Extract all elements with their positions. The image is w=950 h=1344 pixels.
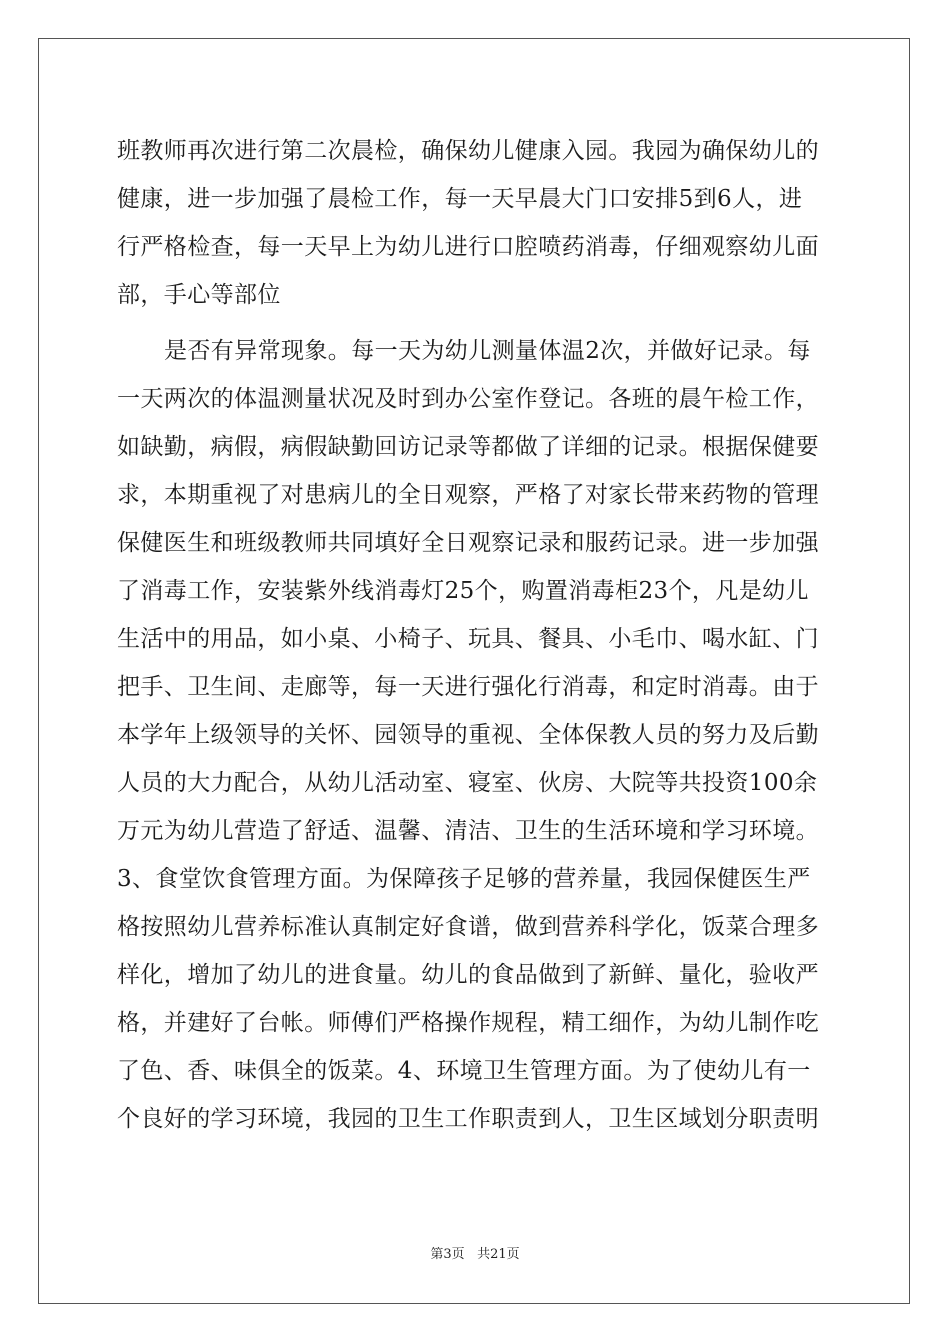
- text-line: 了色、香、味俱全的饭菜。4、环境卫生管理方面。为了使幼儿有一: [117, 1058, 811, 1084]
- text-line: 行严格检查，每一天早上为幼儿进行口腔喷药消毒，仔细观察幼儿面: [117, 234, 819, 260]
- text-line: 了消毒工作，安装紫外线消毒灯25个，购置消毒柜23个，凡是幼儿: [117, 578, 809, 604]
- text-line: 个良好的学习环境，我园的卫生工作职责到人，卫生区域划分职责明: [117, 1106, 819, 1132]
- text-line: 把手、卫生间、走廊等，每一天进行强化行消毒，和定时消毒。由于: [117, 674, 819, 700]
- text-line: 部，手心等部位: [117, 282, 281, 308]
- text-line: 一天两次的体温测量状况及时到办公室作登记。各班的晨午检工作，: [117, 386, 819, 412]
- text-line: 保健医生和班级教师共同填好全日观察记录和服药记录。进一步加强: [117, 530, 819, 556]
- page-footer: [0, 1247, 950, 1263]
- text-line: 是否有异常现象。每一天为幼儿测量体温2次，并做好记录。每: [164, 338, 811, 364]
- page-number: 第3页: [430, 1247, 465, 1262]
- text-line: 样化，增加了幼儿的进食量。幼儿的食品做到了新鲜、量化，验收严: [117, 962, 819, 988]
- text-line: 格，并建好了台帐。师傅们严格操作规程，精工细作，为幼儿制作吃: [117, 1010, 819, 1036]
- text-line: 万元为幼儿营造了舒适、温馨、清洁、卫生的生活环境和学习环境。: [117, 818, 819, 844]
- text-line: 健康，进一步加强了晨检工作，每一天早晨大门口安排5到6人，进: [117, 186, 803, 212]
- text-line: 3、食堂饮食管理方面。为保障孩子足够的营养量，我园保健医生严: [117, 866, 811, 892]
- total-pages: 共21页: [477, 1247, 520, 1262]
- text-line: 求，本期重视了对患病儿的全日观察，严格了对家长带来药物的管理: [117, 482, 819, 508]
- text-line: 本学年上级领导的关怀、园领导的重视、全体保教人员的努力及后勤: [117, 722, 819, 748]
- text-line: 如缺勤，病假，病假缺勤回访记录等都做了详细的记录。根据保健要: [117, 434, 819, 460]
- text-line: 班教师再次进行第二次晨检，确保幼儿健康入园。我园为确保幼儿的: [117, 138, 819, 164]
- text-line: 格按照幼儿营养标准认真制定好食谱，做到营养科学化，饭菜合理多: [117, 914, 819, 940]
- text-line: 人员的大力配合，从幼儿活动室、寝室、伙房、大院等共投资100余: [117, 770, 818, 796]
- text-line: 生活中的用品，如小桌、小椅子、玩具、餐具、小毛巾、喝水缸、门: [117, 626, 819, 652]
